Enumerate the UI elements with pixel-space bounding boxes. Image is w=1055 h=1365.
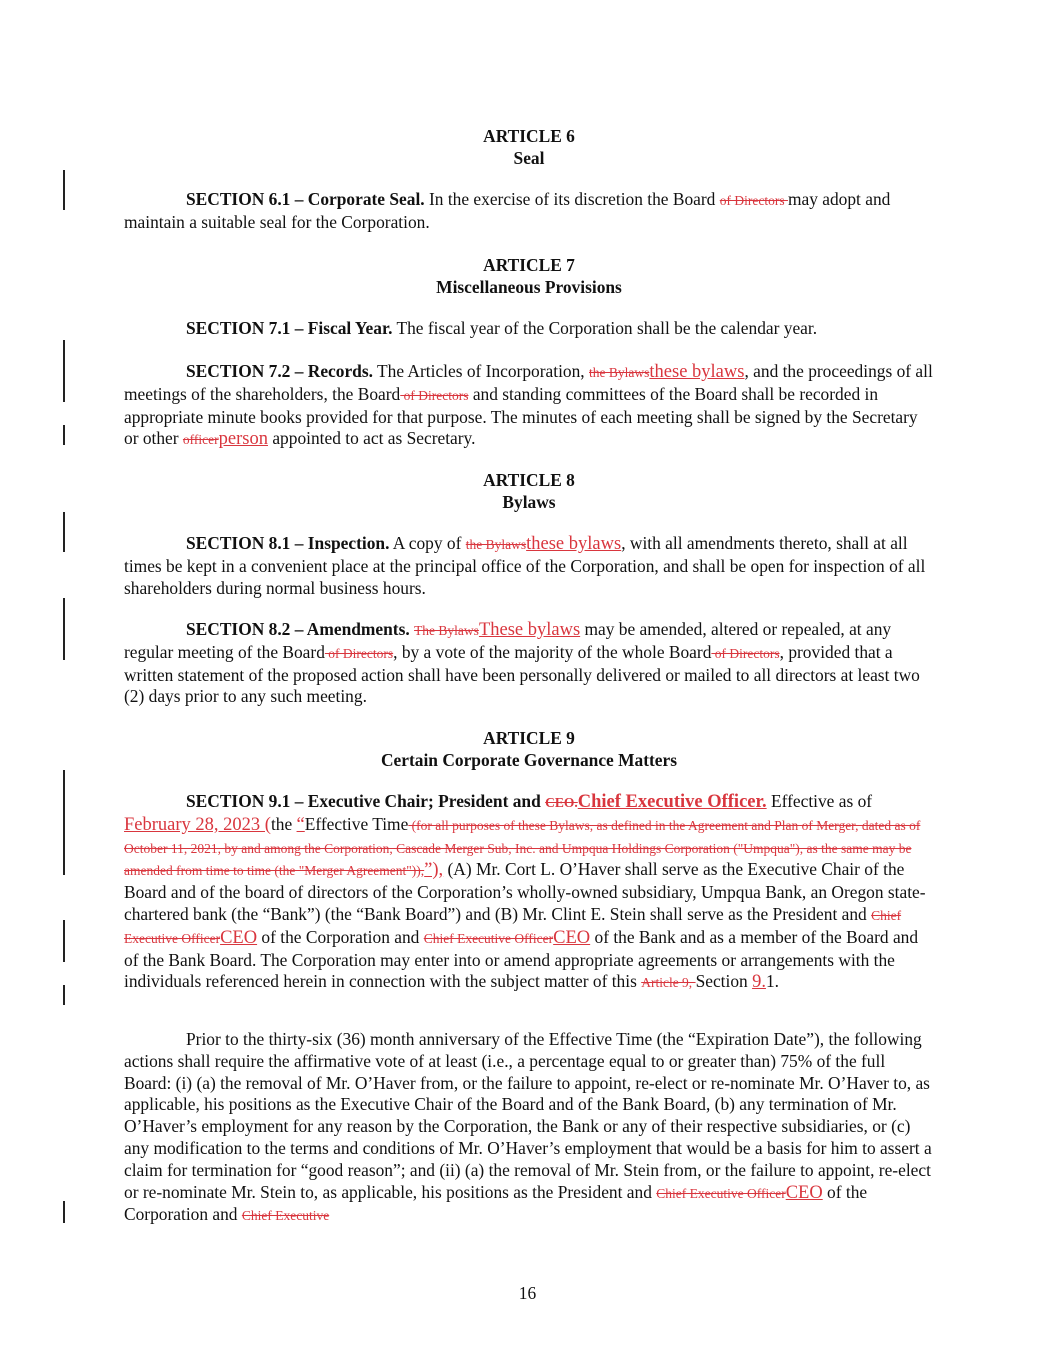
body-text: A copy of (389, 533, 466, 553)
body-text: , with all amendments thereto, shall at all times be kept in a convenient place at the principal office of the Corporation, and shall be open for inspection of all shareholders during normal business hours. (124, 533, 926, 598)
change-bar (63, 170, 65, 210)
inserted-text: 9. (752, 972, 766, 993)
deleted-text: Chief Executive Officer (124, 907, 902, 946)
deleted-text: of Directors (400, 387, 469, 403)
section-heading: SECTION 9.1 – Executive Chair; President and (186, 791, 546, 811)
article-number: ARTICLE 7 (483, 255, 575, 275)
article-9-heading (124, 727, 934, 771)
deleted-text: of Directors (711, 645, 780, 661)
article-title: Certain Corporate Governance Matters (380, 750, 678, 770)
body-text: may adopt and maintain a suitable seal for the Corporation. (124, 189, 891, 232)
article-6-heading (124, 125, 934, 169)
inserted-text: February 28, 2023 ( (124, 814, 271, 835)
body-text: Effective as of (766, 791, 873, 811)
deleted-text: (for all purposes of these Bylaws, as defined in the Agreement and Plan of Merger, dated as of October 11, 2021, by and among the Corporation, Cascade Merger Sub, Inc. and Umpqua Holdings Corporation ("Umpqua"), as the same may be amended from time to time (the "Merger Agreement")), (124, 817, 921, 879)
section-heading: SECTION 8.2 – Amendments. (186, 619, 410, 639)
section-heading: SECTION 8.1 – Inspection. (186, 533, 390, 553)
body-text: may be amended, altered or repealed, at any regular meeting of the Board (124, 619, 892, 662)
section-9-1-paragraph-2 (124, 1029, 934, 1227)
deleted-text: officer (182, 432, 219, 448)
section-6-1 (124, 189, 934, 234)
section-heading: SECTION 7.1 – Fiscal Year. (186, 318, 393, 338)
body-text: (A) Mr. Cort L. O’Haver shall serve as the Executive Chair of the Board and of the board of directors of the Corporation’s wholly-owned subsidiary, Umpqua Bank, an Oregon state-chartered bank (the “Bank”) (the “Bank Board”) and (B) Mr. Clint E. Stein shall serve as the President and (124, 859, 926, 924)
article-number: ARTICLE 9 (483, 728, 575, 748)
body-text: In the exercise of its discretion the Board (424, 189, 720, 209)
inserted-text: person (218, 429, 268, 450)
deleted-text: The Bylaws (414, 623, 479, 638)
body-text: the (270, 813, 297, 834)
article-title: Miscellaneous Provisions (436, 277, 622, 297)
article-title: Seal (513, 148, 545, 168)
body-text: 1. (765, 971, 779, 992)
body-text: of the Corporation and (257, 926, 424, 947)
deleted-text: the Bylaws (589, 365, 650, 380)
body-text: of the Bank and as a member of the Board and of the Bank Board. The Corporation may enter into or amend appropriate agreements or arrangements with the individuals referenced herein in connection with the subject matter of this (124, 926, 919, 992)
deleted-text: Chief Executive Officer (656, 1185, 786, 1201)
inserted-text: these bylaws (526, 534, 622, 554)
article-7-heading (124, 254, 934, 298)
deleted-text: Chief Executive Officer (423, 930, 554, 946)
inserted-text: “ (296, 814, 305, 835)
body-text: The fiscal year of the Corporation shall be the calendar year. (392, 318, 818, 338)
section-heading: SECTION 7.2 – Records. (186, 361, 373, 381)
change-bar (63, 425, 65, 445)
change-bar (63, 770, 65, 875)
page-number: 16 (518, 1283, 537, 1303)
body-text: , by a vote of the majority of the whole Board (393, 641, 712, 662)
section-8-2 (124, 619, 934, 708)
article-8-heading (124, 469, 934, 513)
change-bar (63, 1201, 65, 1223)
inserted-text: these bylaws (649, 362, 745, 382)
body-text: of the Corporation and (124, 1181, 868, 1225)
body-text: Section (695, 971, 753, 992)
deleted-text: the Bylaws (465, 537, 527, 552)
deleted-text: Chief Executive (241, 1208, 330, 1224)
section-7-2 (124, 361, 934, 451)
change-bar (63, 985, 65, 1005)
body-text: Effective Time (304, 813, 409, 834)
change-bar (63, 920, 65, 962)
inserted-text: CEO (220, 927, 258, 948)
inserted-text: Chief Executive Officer. (577, 792, 767, 812)
article-title: Bylaws (502, 492, 556, 512)
deleted-text: CEO. (545, 795, 578, 810)
inserted-text: ”), (424, 860, 444, 881)
body-text: appointed to act as Secretary. (267, 428, 476, 449)
deleted-text: Article 9, (641, 975, 696, 991)
body-text: Prior to the thirty-six (36) month anniversary of the Effective Time (the “Expiration Date”), the following actions shall require the affirmative vote of at least (i.e., a percentage equal to or greater than) 75% of the full Board: (i) (a) the removal of Mr. O’Haver from, or the failure to appoint, re-elect or re-nominate Mr. O’Haver to, as applicable, his positions as the Executive Chair of the Board and of the Bank Board, (b) any termination of Mr. O’Haver’s employment for any reason by the Corporation, the Bank or any of their respective subsidiaries, or (c) any modification to the terms and conditions of Mr. O’Haver’s employment that would be a basis for him to assert a claim for termination for “good reason”; and (ii) (a) the removal of Mr. Stein from, or the failure to appoint, re-elect or re-nominate Mr. Stein to, as applicable, his positions as the President and (124, 1029, 932, 1202)
inserted-text: CEO (553, 927, 591, 948)
change-bar (63, 340, 65, 402)
inserted-text: These bylaws (478, 620, 581, 640)
deleted-text: of Directors (324, 645, 394, 661)
change-bar (63, 598, 65, 660)
article-number: ARTICLE 8 (483, 470, 575, 490)
deleted-text: of Directors (719, 193, 788, 208)
section-7-1 (124, 318, 934, 340)
section-9-1 (124, 791, 934, 994)
section-heading: SECTION 6.1 – Corporate Seal. (186, 189, 425, 209)
section-8-1 (124, 533, 934, 599)
inserted-text: CEO (785, 1182, 823, 1203)
body-text: The Articles of Incorporation, (372, 361, 590, 381)
article-number: ARTICLE 6 (483, 126, 575, 146)
body-text: , and the proceedings of all meetings of the shareholders, the Board (124, 361, 933, 404)
change-bar (63, 512, 65, 552)
body-text: and standing committees of the Board shall be recorded in appropriate minute books provided for that purpose. The minutes of each meeting shall be signed by the Secretary or other (124, 383, 918, 449)
body-text: , provided that a written statement of the proposed action shall have been personally delivered or mailed to all directors at least two (2) days prior to any such meeting. (124, 641, 920, 707)
